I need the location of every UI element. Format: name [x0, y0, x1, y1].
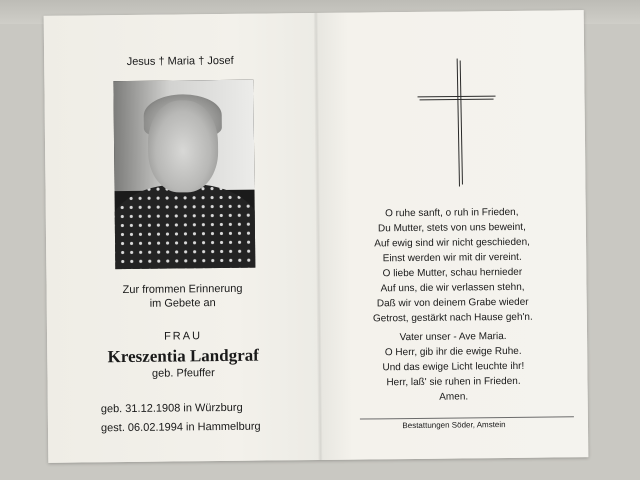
poem-line: O ruhe sanft, o ruh in Frieden,	[385, 206, 519, 220]
poem	[318, 204, 587, 327]
poem-line: Daß wir von deinem Grabe wieder	[376, 296, 529, 310]
holy-family-header: Jesus † Maria † Josef	[126, 54, 234, 68]
poem-line: Auf uns, die wir verlassen stehn,	[380, 281, 525, 295]
remembrance-line-2: im Gebete an	[149, 297, 216, 310]
prayer-line: Vater unser - Ave Maria.	[399, 331, 507, 344]
left-page	[44, 13, 321, 463]
cross-icon	[415, 58, 498, 189]
maiden-name: geb. Pfeuffer	[151, 367, 215, 380]
photo-dress	[113, 184, 255, 270]
poem-line: Du Mutter, stets von uns beweint,	[377, 221, 526, 235]
poem-line: Getrost, gestärkt nach Hause geh'n.	[372, 311, 533, 325]
poem-line: Einst werden wir mit dir vereint.	[382, 251, 522, 265]
undertaker-credit: Bestattungen Söder, Amstein	[402, 420, 506, 431]
remembrance-line-1: Zur frommen Erinnerung	[122, 282, 243, 297]
prayer-line: Amen.	[439, 391, 469, 403]
prayer	[319, 328, 588, 406]
poem-line: Auf ewig sind wir nicht geschieden,	[374, 236, 530, 250]
life-dates	[101, 399, 261, 439]
poem-line: O liebe Mutter, schau hernieder	[382, 266, 523, 280]
prayer-line: Herr, laß' sie ruhen in Frieden.	[386, 375, 521, 389]
title-label: FRAU	[163, 330, 203, 343]
photo-face	[148, 100, 219, 193]
remembrance-text	[46, 281, 318, 312]
birth-date: geb. 31.12.1908 in Würzburg	[100, 401, 243, 416]
deceased-name: Kreszentia Landgraf	[107, 345, 259, 367]
death-date: gest. 06.02.1994 in Hammelburg	[100, 420, 261, 435]
memorial-card	[44, 10, 589, 463]
prayer-line: O Herr, gib ihr die ewige Ruhe.	[384, 345, 522, 359]
prayer-line: Und das ewige Licht leuchte ihr!	[382, 360, 525, 374]
portrait-photo	[113, 80, 255, 269]
